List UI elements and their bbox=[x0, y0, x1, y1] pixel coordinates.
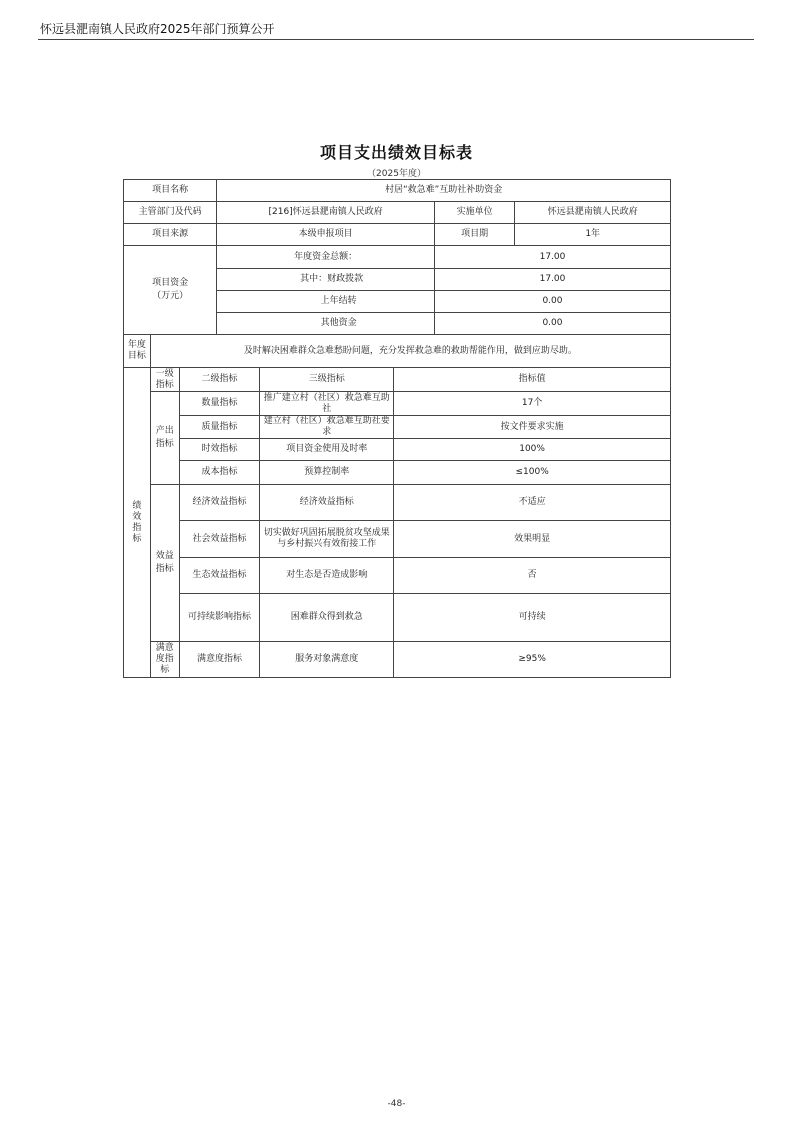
row-project-name bbox=[124, 180, 671, 202]
output-l2: 数量指标 bbox=[179, 392, 259, 416]
output-value: 17个 bbox=[394, 392, 671, 416]
benefit-l3: 对生态是否造成影响 bbox=[260, 558, 394, 594]
funds-other-value: 0.00 bbox=[434, 313, 670, 335]
benefit-l3: 经济效益指标 bbox=[260, 485, 394, 521]
output-l3: 建立村（社区）救急难互助社要求 bbox=[260, 416, 394, 439]
project-name-label: 项目名称 bbox=[124, 180, 217, 202]
performance-goal-table bbox=[123, 179, 671, 678]
table-row bbox=[124, 642, 671, 678]
benefit-l2: 可持续影响指标 bbox=[179, 594, 259, 642]
output-l3: 项目资金使用及时率 bbox=[260, 439, 394, 461]
benefit-l2: 社会效益指标 bbox=[179, 521, 259, 558]
benefit-value: 不适应 bbox=[394, 485, 671, 521]
table-row bbox=[124, 558, 671, 594]
output-l2: 成本指标 bbox=[179, 461, 259, 485]
table-row bbox=[124, 416, 671, 439]
table-row bbox=[124, 485, 671, 521]
table-row bbox=[124, 521, 671, 558]
performance-indicators-label: 绩 效 指 标 bbox=[124, 368, 151, 678]
row-indicator-header bbox=[124, 368, 671, 392]
funds-total-label: 年度资金总额： bbox=[217, 246, 435, 269]
benefit-value: 否 bbox=[394, 558, 671, 594]
output-value: 100% bbox=[394, 439, 671, 461]
satisfaction-indicators-label: 满意 度指 标 bbox=[150, 642, 179, 678]
period-value: 1年 bbox=[515, 224, 671, 246]
row-funds-total bbox=[124, 246, 671, 269]
funds-carryover-value: 0.00 bbox=[434, 291, 670, 313]
row-source bbox=[124, 224, 671, 246]
dept-label: 主管部门及代码 bbox=[124, 202, 217, 224]
output-value: ≤100% bbox=[394, 461, 671, 485]
table-row bbox=[124, 594, 671, 642]
impl-label: 实施单位 bbox=[434, 202, 514, 224]
benefit-value: 效果明显 bbox=[394, 521, 671, 558]
row-department bbox=[124, 202, 671, 224]
benefit-value: 可持续 bbox=[394, 594, 671, 642]
satisfaction-l2: 满意度指标 bbox=[179, 642, 259, 678]
annual-goal-value: 及时解决困难群众急难愁盼问题，充分发挥救急难的救助帮能作用，做到应助尽助。 bbox=[150, 335, 670, 368]
dept-value: [216]怀远县淝南镇人民政府 bbox=[217, 202, 435, 224]
table-title: 项目支出绩效目标表 bbox=[319, 143, 473, 162]
output-value: 按文件要求实施 bbox=[394, 416, 671, 439]
satisfaction-l3: 服务对象满意度 bbox=[260, 642, 394, 678]
funds-label: 项目资金 （万元） bbox=[124, 246, 217, 335]
funds-fiscal-label: 其中：财政拨款 bbox=[217, 269, 435, 291]
output-indicators-label: 产出 指标 bbox=[150, 392, 179, 485]
benefit-l3: 切实做好巩固拓展脱贫攻坚成果与乡村振兴有效衔接工作 bbox=[260, 521, 394, 558]
project-name-value: 村居“救急难”互助社补助资金 bbox=[217, 180, 671, 202]
benefit-indicators-label: 效益 指标 bbox=[150, 485, 179, 642]
output-l3: 预算控制率 bbox=[260, 461, 394, 485]
col-level3-header: 三级指标 bbox=[260, 368, 394, 392]
output-l2: 时效指标 bbox=[179, 439, 259, 461]
benefit-l3: 困难群众得到救急 bbox=[260, 594, 394, 642]
header-divider bbox=[38, 39, 754, 40]
benefit-l2: 经济效益指标 bbox=[179, 485, 259, 521]
funds-total-value: 17.00 bbox=[434, 246, 670, 269]
annual-goal-label: 年度 目标 bbox=[124, 335, 151, 368]
table-row bbox=[124, 439, 671, 461]
page-number: -48- bbox=[387, 1099, 406, 1109]
col-level1-header: 一级 指标 bbox=[150, 368, 179, 392]
impl-value: 怀远县淝南镇人民政府 bbox=[515, 202, 671, 224]
row-annual-goal bbox=[124, 335, 671, 368]
output-l3: 推广建立村（社区）救急难互助社 bbox=[260, 392, 394, 416]
funds-fiscal-value: 17.00 bbox=[434, 269, 670, 291]
source-value: 本级申报项目 bbox=[217, 224, 435, 246]
col-value-header: 指标值 bbox=[394, 368, 671, 392]
source-label: 项目来源 bbox=[124, 224, 217, 246]
table-row bbox=[124, 461, 671, 485]
output-l2: 质量指标 bbox=[179, 416, 259, 439]
satisfaction-value: ≥95% bbox=[394, 642, 671, 678]
funds-other-label: 其他资金 bbox=[217, 313, 435, 335]
table-year: （2025年度） bbox=[367, 169, 426, 179]
funds-carryover-label: 上年结转 bbox=[217, 291, 435, 313]
benefit-l2: 生态效益指标 bbox=[179, 558, 259, 594]
period-label: 项目期 bbox=[434, 224, 514, 246]
document-header-title: 怀远县淝南镇人民政府2025年部门预算公开 bbox=[40, 22, 275, 36]
table-row bbox=[124, 392, 671, 416]
col-level2-header: 二级指标 bbox=[179, 368, 259, 392]
